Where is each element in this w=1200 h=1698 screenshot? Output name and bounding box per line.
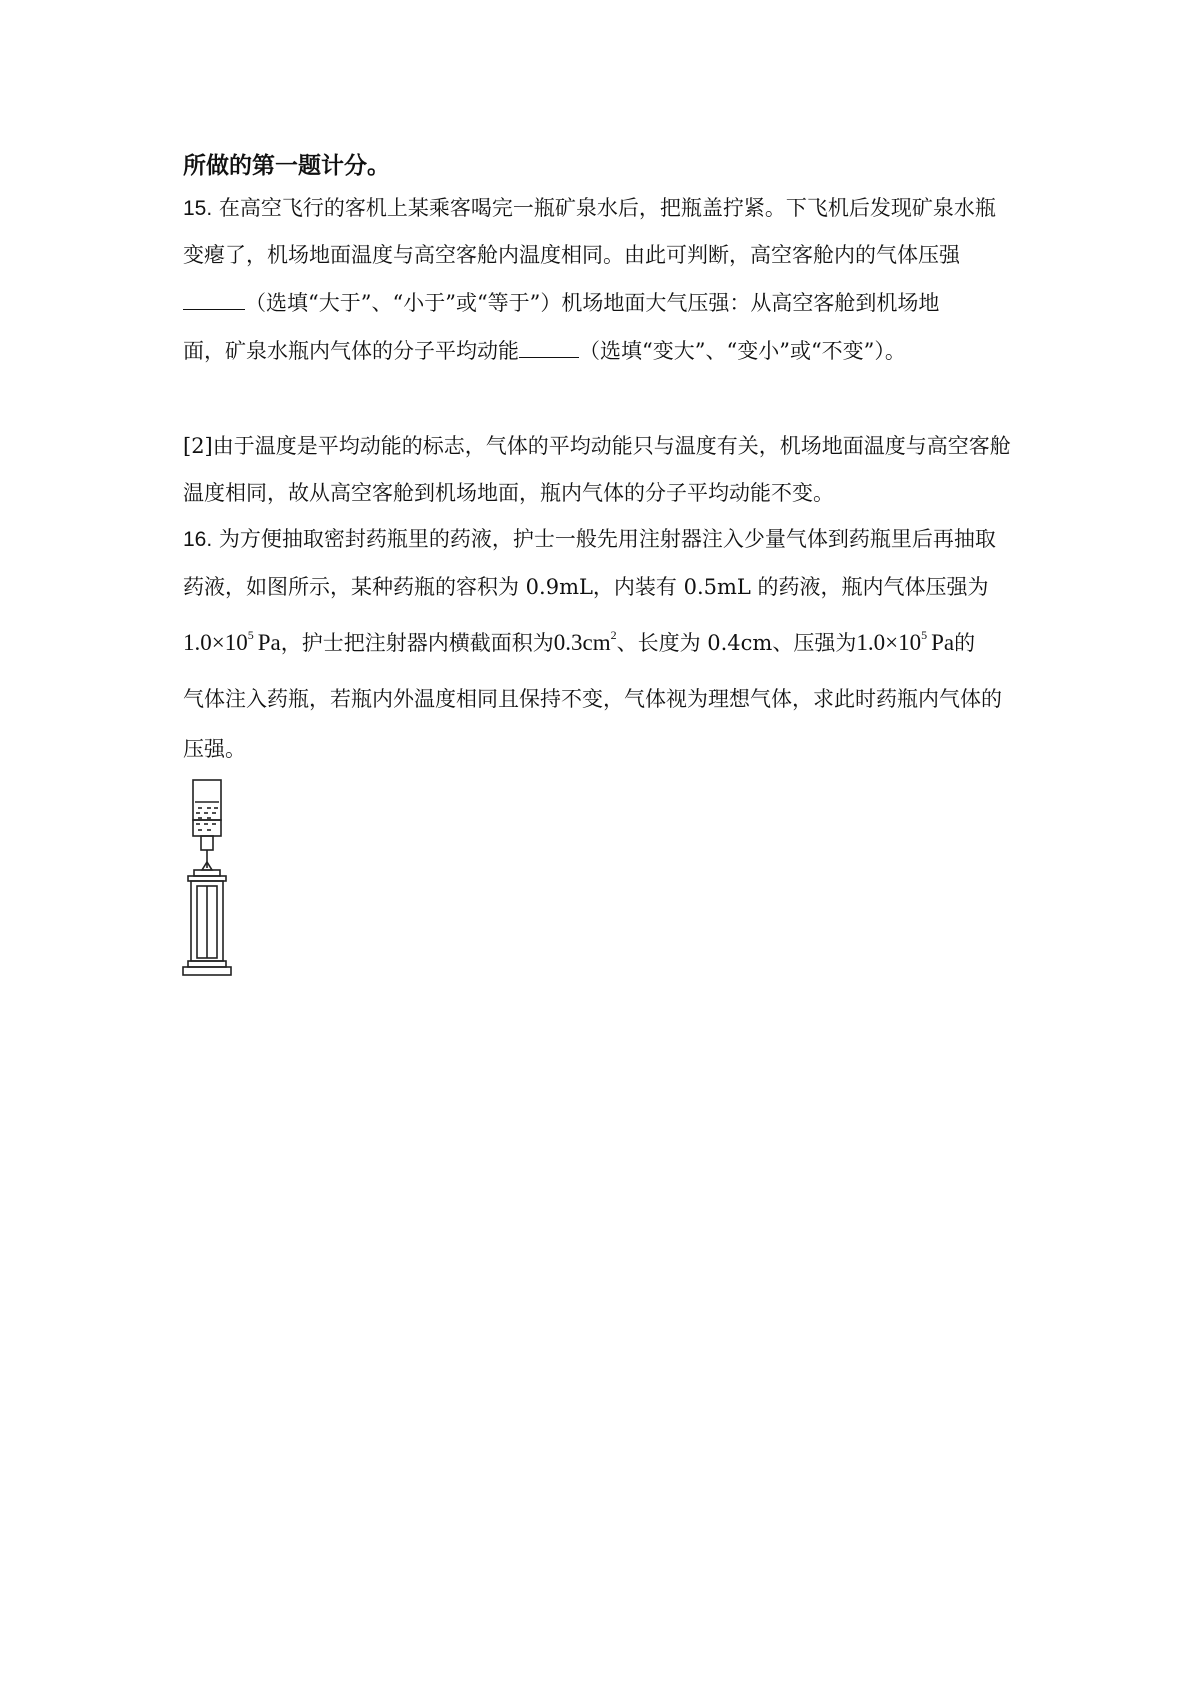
syringe-vial-figure [180, 778, 240, 984]
answer-line-1: [2]由于温度是平均动能的标志，气体的平均动能只与温度有关，机场地面温度与高空客舱 [183, 434, 1011, 458]
vial-stopper [201, 836, 213, 850]
q15-number: 15. [183, 197, 213, 220]
syringe-hub [194, 870, 220, 876]
answer-blank-1[interactable] [183, 287, 245, 310]
answer-blank-2[interactable] [519, 335, 579, 358]
pressure-formula-1: $1.0\times 10^5$ Pa [183, 628, 281, 655]
q15-line-1: 15. 在高空飞行的客机上某乘客喝完一瓶矿泉水后，把瓶盖拧紧。下飞机后发现矿泉水瓶 [183, 196, 996, 220]
q16-line-1: 16. 为方便抽取密封药瓶里的药液，护士一般先用注射器注入少量气体到药瓶里后再抽取 [183, 527, 996, 551]
q16-number: 16. [183, 528, 213, 551]
q16-line-2: 药液，如图所示，某种药瓶的容积为 0.9mL，内装有 0.5mL 的药液，瓶内气体压强为 [183, 575, 989, 599]
vial-neck [193, 820, 221, 836]
plunger-thumb-rest [183, 967, 231, 975]
answer-line-2: 温度相同，故从高空客舱到机场地面，瓶内气体的分子平均动能不变。 [183, 481, 834, 505]
section-heading: 所做的第一题计分。 [183, 153, 390, 179]
area-formula: $0.3cm^2$ [553, 628, 617, 655]
q15-line-3: （选填“大于”、“小于”或“等于”）机场地面大气压强：从高空客舱到机场地 [183, 287, 939, 318]
q15-line-2: 变瘪了，机场地面温度与高空客舱内温度相同。由此可判断，高空客舱内的气体压强 [183, 243, 960, 267]
q16-line-4: 气体注入药瓶，若瓶内外温度相同且保持不变，气体视为理想气体，求此时药瓶内气体的 [183, 687, 1002, 711]
vial-body [193, 780, 221, 820]
q15-line-4: 面，矿泉水瓶内气体的分子平均动能 （选填“变大”、“变小”或“不变”）。 [183, 335, 906, 366]
q16-line-3: $1.0\times 10^5$ Pa，护士把注射器内横截面积为$0.3cm^2$、长度为 0.4cm、压强为$1.0\times 10^5$ Pa的 [183, 628, 976, 655]
q16-line-5: 压强。 [183, 737, 246, 761]
pressure-formula-2: $1.0\times 10^5$ Pa [856, 628, 955, 655]
